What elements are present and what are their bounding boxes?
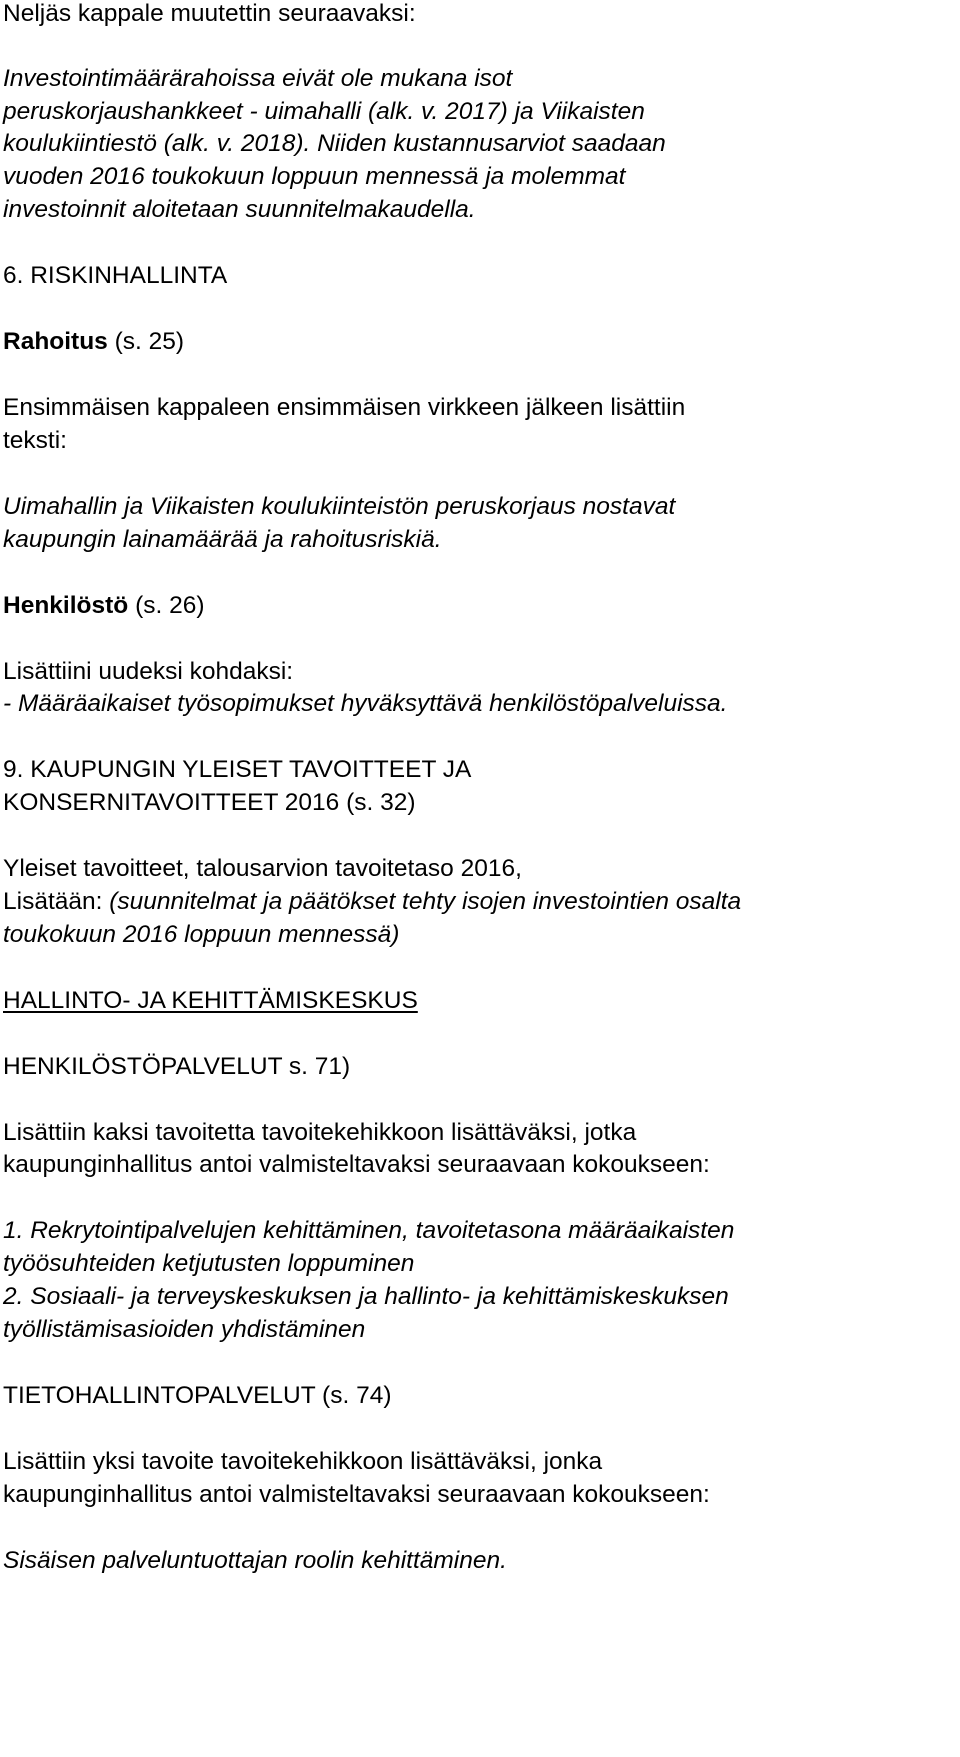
section-heading-goals: KONSERNITAVOITTEET 2016 (s. 32): [3, 789, 416, 816]
subheading-financing: [3, 330, 184, 355]
paragraph-line: Investointimäärärahoissa eivät ole mukana isot: [3, 65, 513, 92]
body-line: Lisättiin yksi tavoite tavoitekehikkoon lisättäväksi, jonka: [3, 1448, 603, 1475]
list-item: 1. Rekrytointipalvelujen kehittäminen, tavoitetasona määräaikaisten: [3, 1217, 735, 1244]
section-heading-risk: 6. RISKINHALLINTA: [3, 262, 228, 289]
department-heading: HALLINTO- JA KEHITTÄMISKESKUS: [3, 987, 418, 1014]
subheading-personnel: [3, 594, 205, 619]
section-heading-goals: 9. KAUPUNGIN YLEISET TAVOITTEET JA: [3, 756, 472, 783]
body-line: kaupunginhallitus antoi valmisteltavaksi seuraavaan kokoukseen:: [3, 1481, 710, 1508]
body-line: kaupunginhallitus antoi valmisteltavaksi seuraavaan kokoukseen:: [3, 1151, 710, 1178]
list-item: työllistämisasioiden yhdistäminen: [3, 1316, 366, 1343]
added-text-line: - Määräaikaiset työsopimukset hyväksyttävä henkilöstöpalveluissa.: [3, 690, 728, 717]
subheading-title: Henkilöstö: [3, 592, 129, 619]
added-label: Lisätään:: [3, 888, 103, 915]
paragraph-line: investoinnit aloitetaan suunnitelmakaudella.: [3, 196, 476, 223]
body-line: teksti:: [3, 427, 67, 454]
list-item: Sisäisen palveluntuottajan roolin kehittäminen.: [3, 1547, 507, 1574]
list-item: työösuhteiden ketjutusten loppuminen: [3, 1250, 415, 1277]
body-line: Yleiset tavoitteet, talousarvion tavoitetaso 2016,: [3, 855, 522, 882]
paragraph-line: vuoden 2016 toukokuun loppuun mennessä ja molemmat: [3, 163, 626, 190]
paragraph-line: koulukiintiestö (alk. v. 2018). Niiden kustannusarviot saadaan: [3, 130, 666, 157]
paragraph-line: peruskorjaushankkeet - uimahalli (alk. v. 2017) ja Viikaisten: [3, 98, 645, 125]
added-text: (suunnitelmat ja päätökset tehty isojen investointien osalta: [109, 888, 742, 915]
unit-heading-hr: HENKILÖSTÖPALVELUT s. 71): [3, 1053, 351, 1080]
body-line: Ensimmäisen kappaleen ensimmäisen virkkeen jälkeen lisättiin: [3, 394, 686, 421]
list-item: 2. Sosiaali- ja terveyskeskuksen ja hallinto- ja kehittämiskeskuksen: [3, 1283, 729, 1310]
body-line: Lisättiini uudeksi kohdaksi:: [3, 658, 294, 685]
page-reference: (s. 26): [135, 592, 205, 619]
page-reference: (s. 25): [114, 328, 185, 355]
unit-heading-it: TIETOHALLINTOPALVELUT (s. 74): [3, 1382, 392, 1409]
added-text-line: toukokuun 2016 loppuun mennessä): [3, 921, 400, 948]
added-text-line: kaupungin lainamäärää ja rahoitusriskiä.: [3, 526, 442, 553]
body-line: Lisättiin kaksi tavoitetta tavoitekehikkoon lisättäväksi, jotka: [3, 1119, 637, 1146]
added-text-line: Uimahallin ja Viikaisten koulukiinteistön peruskorjaus nostavat: [3, 493, 676, 520]
paragraph-intro: Neljäs kappale muutettin seuraavaksi:: [3, 0, 416, 27]
subheading-title: Rahoitus: [3, 328, 108, 355]
added-line: [3, 890, 741, 915]
